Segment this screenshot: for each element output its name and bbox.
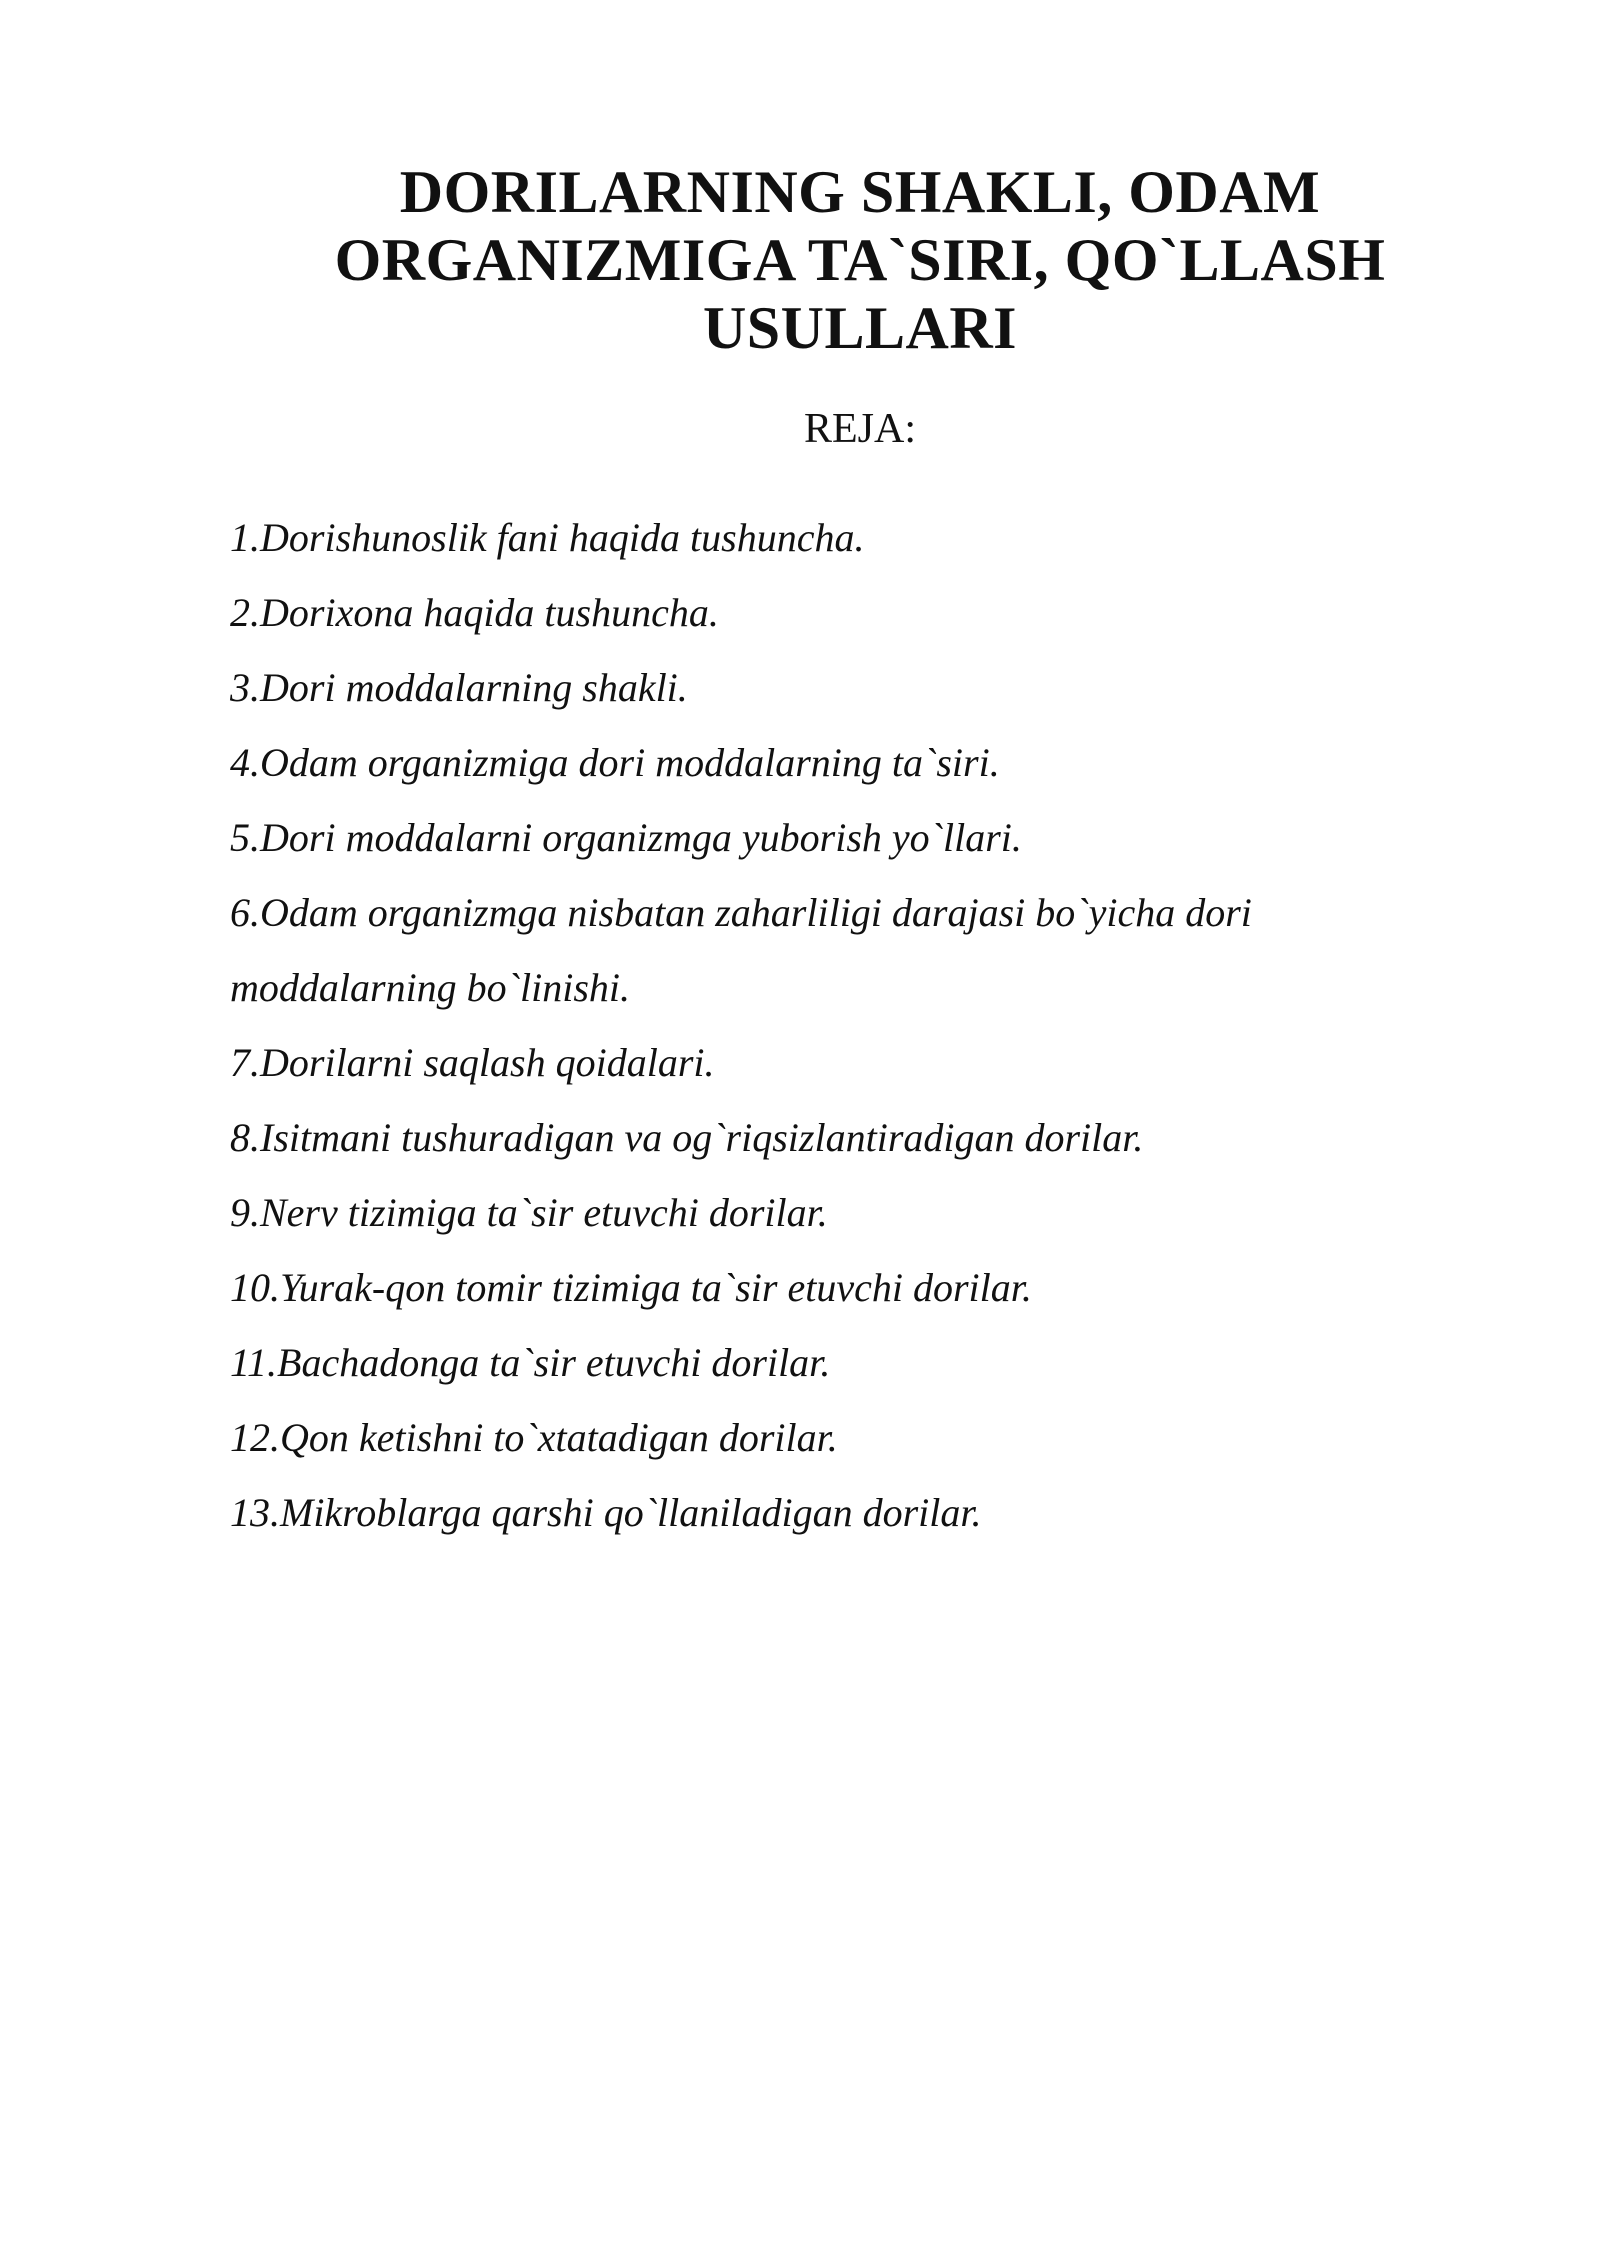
plan-item: 3.Dori moddalarning shakli. [230, 665, 688, 710]
plan-heading: REJA: [803, 406, 916, 452]
plan-item: 11.Bachadonga ta`sir etuvchi dorilar. [230, 1340, 831, 1385]
plan-list [230, 500, 1430, 1550]
plan-item: 8.Isitmani tushuradigan va og`riqsizlantiradigan dorilar. [230, 1115, 1144, 1160]
title-line: DORILARNING SHAKLI, ODAM [399, 159, 1321, 225]
plan-item-continuation: moddalarning bo`linishi. [230, 965, 631, 1010]
plan-item: 5.Dori moddalarni organizmga yuborish yo`llari. [230, 815, 1022, 860]
plan-item: 2.Dorixona haqida tushuncha. [230, 590, 719, 635]
title-line: USULLARI [702, 295, 1018, 361]
plan-item: 12.Qon ketishni to`xtatadigan dorilar. [230, 1415, 838, 1460]
plan-item: 10.Yurak-qon tomir tizimiga ta`sir etuvchi dorilar. [230, 1265, 1032, 1310]
plan-item: 4.Odam organizmiga dori moddalarning ta`siri. [230, 740, 1000, 785]
plan-item: 13.Mikroblarga qarshi qo`llaniladigan dorilar. [230, 1490, 982, 1535]
plan-item: 1.Dorishunoslik fani haqida tushuncha. [230, 515, 865, 560]
plan-item: 7.Dorilarni saqlash qoidalari. [230, 1040, 715, 1085]
document-title [290, 158, 1430, 362]
plan-item: 6.Odam organizmga nisbatan zaharliligi darajasi bo`yicha dori [230, 890, 1252, 935]
title-line: ORGANIZMIGA TA`SIRI, QO`LLASH [334, 227, 1386, 293]
plan-item: 9.Nerv tizimiga ta`sir etuvchi dorilar. [230, 1190, 828, 1235]
